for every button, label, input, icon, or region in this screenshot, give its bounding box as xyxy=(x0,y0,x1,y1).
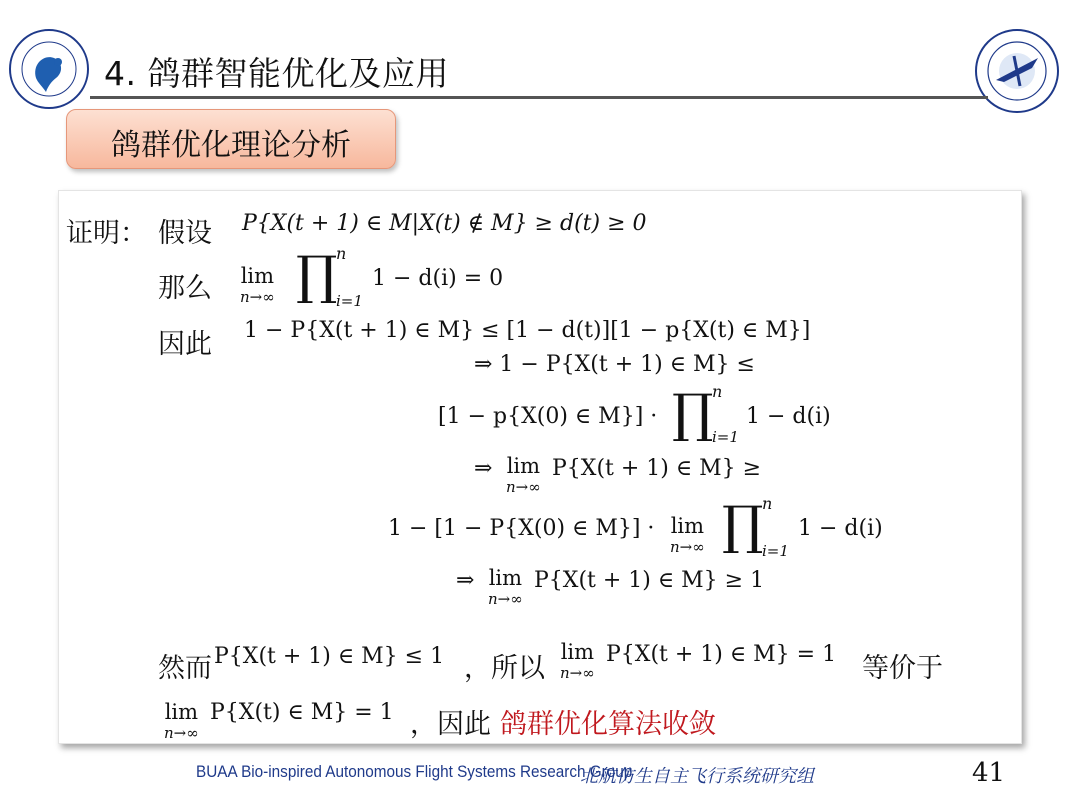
research-group-logo-icon xyxy=(8,28,90,110)
product-symbol: ∏ xyxy=(672,384,714,444)
limit-word: lim xyxy=(560,640,595,664)
derivation-step-3-right: P{X(t + 1) ∈ M} ≥ xyxy=(552,456,762,481)
section-heading-label: 鸽群优化理论分析 xyxy=(111,128,351,163)
limit-subscript: n→∞ xyxy=(488,590,523,608)
limit-subscript: n→∞ xyxy=(560,664,595,682)
then-word: 那么 xyxy=(158,273,212,304)
limit-word: lim xyxy=(488,566,523,590)
derivation-step-4-left: 1 − [1 − P{X(0) ∈ M}] · xyxy=(388,516,655,541)
page-number: 41 xyxy=(972,758,1006,788)
derivation-step-5-right: P{X(t + 1) ∈ M} ≥ 1 xyxy=(534,568,765,593)
assume-word: 假设 xyxy=(158,218,212,249)
product-lower: i=1 xyxy=(712,428,739,446)
product-symbol: ∏ xyxy=(722,496,764,556)
limit-word: lim xyxy=(164,700,199,724)
limit-operator xyxy=(560,642,595,681)
product-symbol: ∏ xyxy=(296,246,338,306)
derivation-step-1: ⇒ 1 − P{X(t + 1) ∈ M} ≤ xyxy=(474,352,755,377)
derivation-step-3-arrow: ⇒ xyxy=(474,456,493,481)
equivalent-word: 等价于 xyxy=(862,653,943,684)
limit-subscript: n→∞ xyxy=(164,724,199,742)
limit-operator xyxy=(164,702,199,741)
university-seal-icon xyxy=(974,28,1060,114)
product-upper: n xyxy=(712,382,723,401)
product-upper: n xyxy=(336,244,347,263)
limit-word: lim xyxy=(670,514,705,538)
product-lower: i=1 xyxy=(336,292,363,310)
limit-subscript: n→∞ xyxy=(240,288,275,306)
footer-chinese: 北航仿生自主飞行系统研究组 xyxy=(580,766,814,787)
derivation-step-2-left: [1 − p{X(0) ∈ M}] · xyxy=(438,404,658,429)
title-divider xyxy=(90,96,988,99)
section-heading-box xyxy=(66,109,396,169)
so-word: ，所以 xyxy=(464,653,545,684)
however-word: 然而 xyxy=(158,653,212,684)
limit-operator xyxy=(240,266,275,305)
limit-word: lim xyxy=(240,264,275,288)
footer-english: BUAA Bio-inspired Autonomous Flight Systems Research Group xyxy=(196,762,633,781)
limit-operator xyxy=(670,516,705,555)
so-formula: P{X(t + 1) ∈ M} = 1 xyxy=(606,642,837,667)
limit-word: lim xyxy=(506,454,541,478)
slide-title: 4. 鸽群智能优化及应用 xyxy=(104,54,449,93)
conclusion-text: 鸽群优化算法收敛 xyxy=(500,709,716,740)
proof-lead: 证明： xyxy=(66,218,147,249)
however-formula: P{X(t + 1) ∈ M} ≤ 1 xyxy=(214,644,445,669)
hence-word: 因此 xyxy=(158,329,212,360)
limit-operator xyxy=(506,456,541,495)
limit-subscript: n→∞ xyxy=(670,538,705,556)
final-formula: P{X(t) ∈ M} = 1 xyxy=(210,700,394,725)
derivation-step-2-right: 1 − d(i) xyxy=(746,404,831,429)
derivation-step-5-arrow: ⇒ xyxy=(456,568,475,593)
hence-formula: 1 − P{X(t + 1) ∈ M} ≤ [1 − d(t)][1 − p{X(t) ∈ M}] xyxy=(244,318,811,343)
then-formula: 1 − d(i) = 0 xyxy=(372,266,504,291)
limit-subscript: n→∞ xyxy=(506,478,541,496)
final-word: ，因此 xyxy=(410,709,491,740)
product-upper: n xyxy=(762,494,773,513)
derivation-step-4-right: 1 − d(i) xyxy=(798,516,883,541)
assume-formula: P{X(t + 1) ∈ M|X(t) ∉ M} ≥ d(t) ≥ 0 xyxy=(242,211,647,236)
product-lower: i=1 xyxy=(762,542,789,560)
limit-operator xyxy=(488,568,523,607)
